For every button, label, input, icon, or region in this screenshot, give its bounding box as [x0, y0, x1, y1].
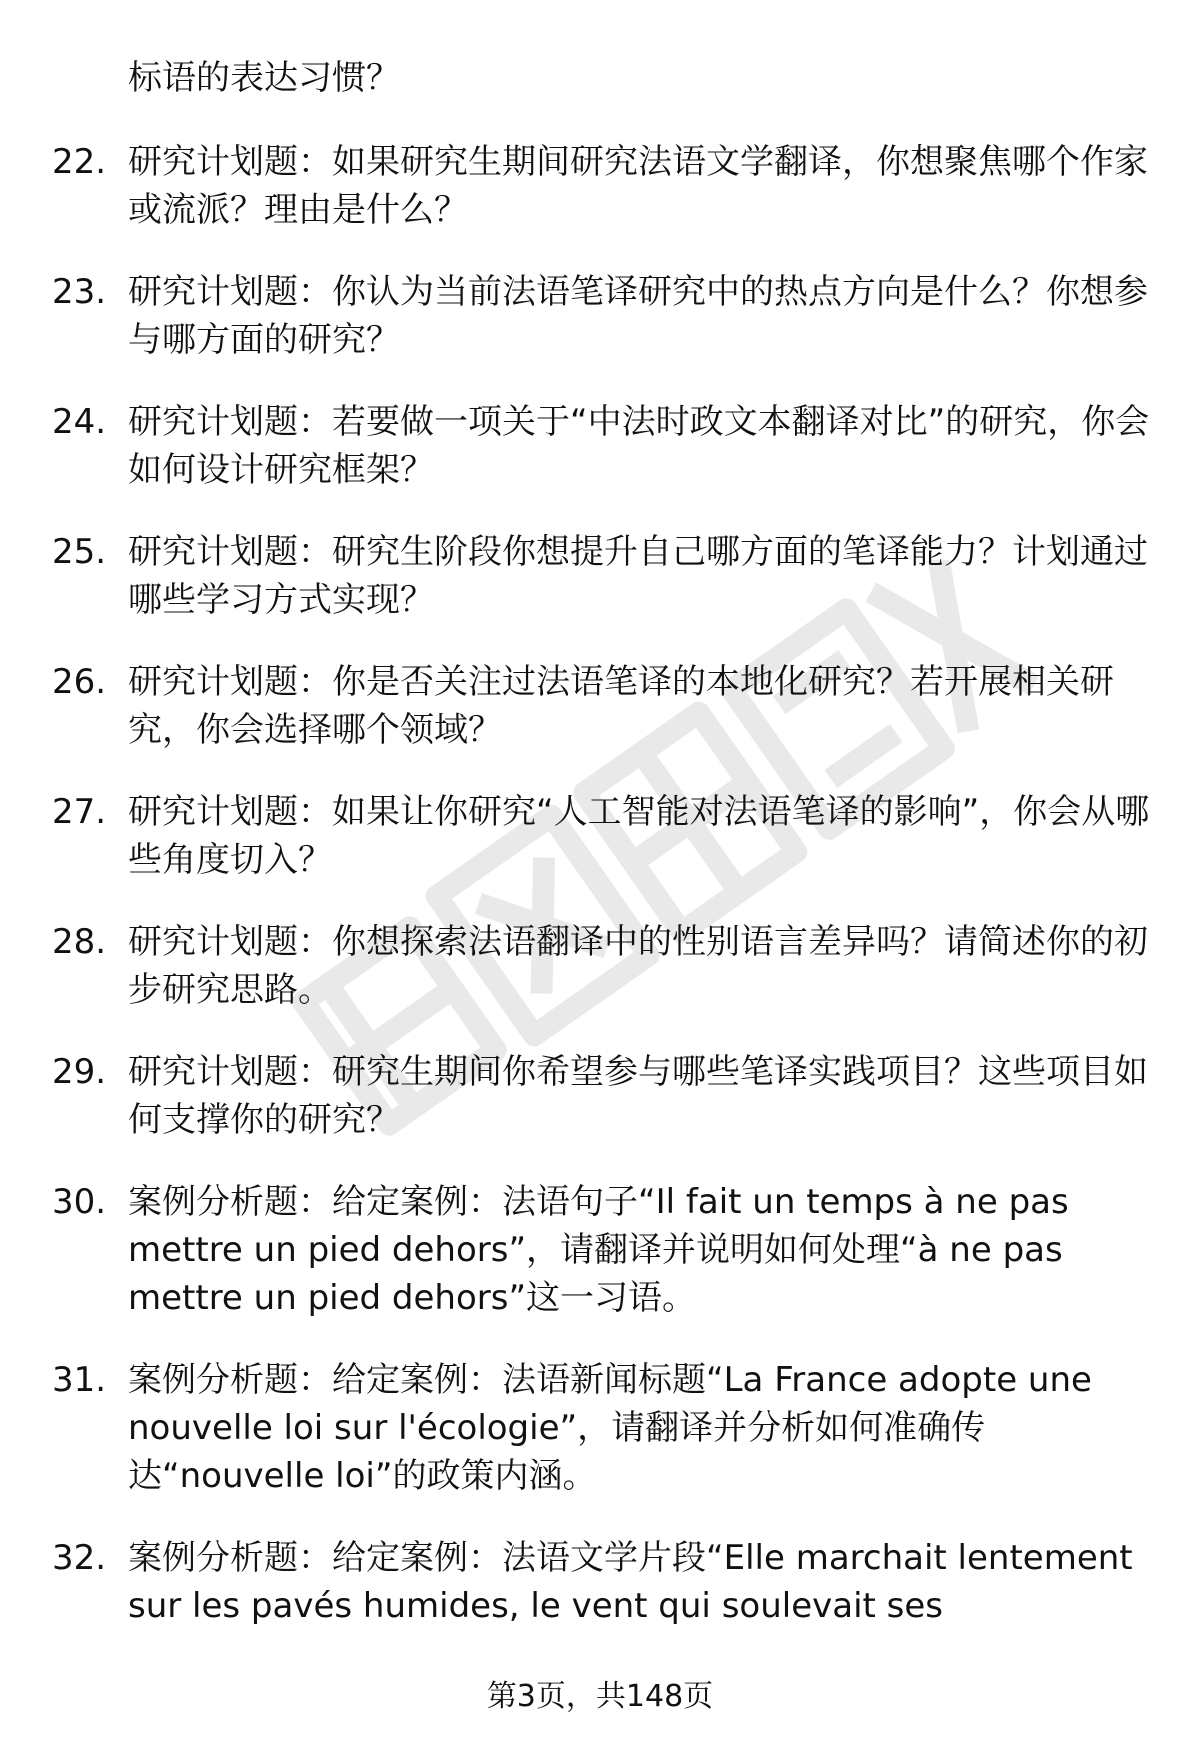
- question-item: [52, 1356, 1162, 1500]
- question-item: [52, 1534, 1162, 1630]
- question-item: [52, 138, 1162, 234]
- question-number: 22.: [52, 142, 107, 182]
- question-item: [52, 268, 1162, 364]
- question-text: 研究计划题：如果让你研究“人工智能对法语笔译的影响”，你会从哪些角度切入？: [128, 792, 1150, 880]
- page-number-footer: 第3页，共148页: [486, 1679, 714, 1714]
- question-text: 研究计划题：你想探索法语翻译中的性别语言差异吗？请简述你的初步研究思路。: [128, 922, 1148, 1010]
- question-text: 案例分析题：给定案例：法语句子“Il fait un temps à ne pas mettre un pied dehors”，请翻译并说明如何处理“à ne pas mettre un pied dehors”这一习语。: [128, 1182, 1069, 1318]
- question-text: 研究计划题：你是否关注过法语笔译的本地化研究？若开展相关研究，你会选择哪个领域？: [128, 662, 1114, 750]
- question-number: 26.: [52, 662, 107, 702]
- question-text: 案例分析题：给定案例：法语新闻标题“La France adopte une nouvelle loi sur l'écologie”，请翻译并分析如何准确传达“nouvelle loi”的政策内涵。: [128, 1360, 1092, 1496]
- question-item: [52, 658, 1162, 754]
- question-item: [52, 1048, 1162, 1144]
- question-text: 研究计划题：若要做一项关于“中法时政文本翻译对比”的研究，你会如何设计研究框架？: [128, 402, 1150, 490]
- continued-question-text: 标语的表达习惯？: [128, 58, 400, 98]
- question-item: [52, 918, 1162, 1014]
- question-text: 研究计划题：你认为当前法语笔译研究中的热点方向是什么？你想参与哪方面的研究？: [128, 272, 1148, 360]
- question-number: 28.: [52, 922, 107, 962]
- question-number: 30.: [52, 1182, 107, 1222]
- question-number: 24.: [52, 402, 107, 442]
- question-number: 31.: [52, 1360, 107, 1400]
- question-number: 27.: [52, 792, 107, 832]
- question-text: 研究计划题：研究生阶段你想提升自己哪方面的笔译能力？计划通过哪些学习方式实现？: [128, 532, 1148, 620]
- question-number: 29.: [52, 1052, 107, 1092]
- question-text: 研究计划题：如果研究生期间研究法语文学翻译，你想聚焦哪个作家或流派？理由是什么？: [128, 142, 1148, 230]
- question-number: 32.: [52, 1538, 107, 1578]
- question-list: [52, 54, 1162, 1664]
- question-item: [52, 398, 1162, 494]
- question-item: [52, 528, 1162, 624]
- question-text: 研究计划题：研究生期间你希望参与哪些笔译实践项目？这些项目如何支撑你的研究？: [128, 1052, 1148, 1140]
- question-item: [52, 1178, 1162, 1322]
- question-number: 25.: [52, 532, 107, 572]
- question-text: 案例分析题：给定案例：法语文学片段“Elle marchait lentement sur les pavés humides, le vent qui soulevait ses: [128, 1538, 1133, 1626]
- question-item: [52, 788, 1162, 884]
- question-number: 23.: [52, 272, 107, 312]
